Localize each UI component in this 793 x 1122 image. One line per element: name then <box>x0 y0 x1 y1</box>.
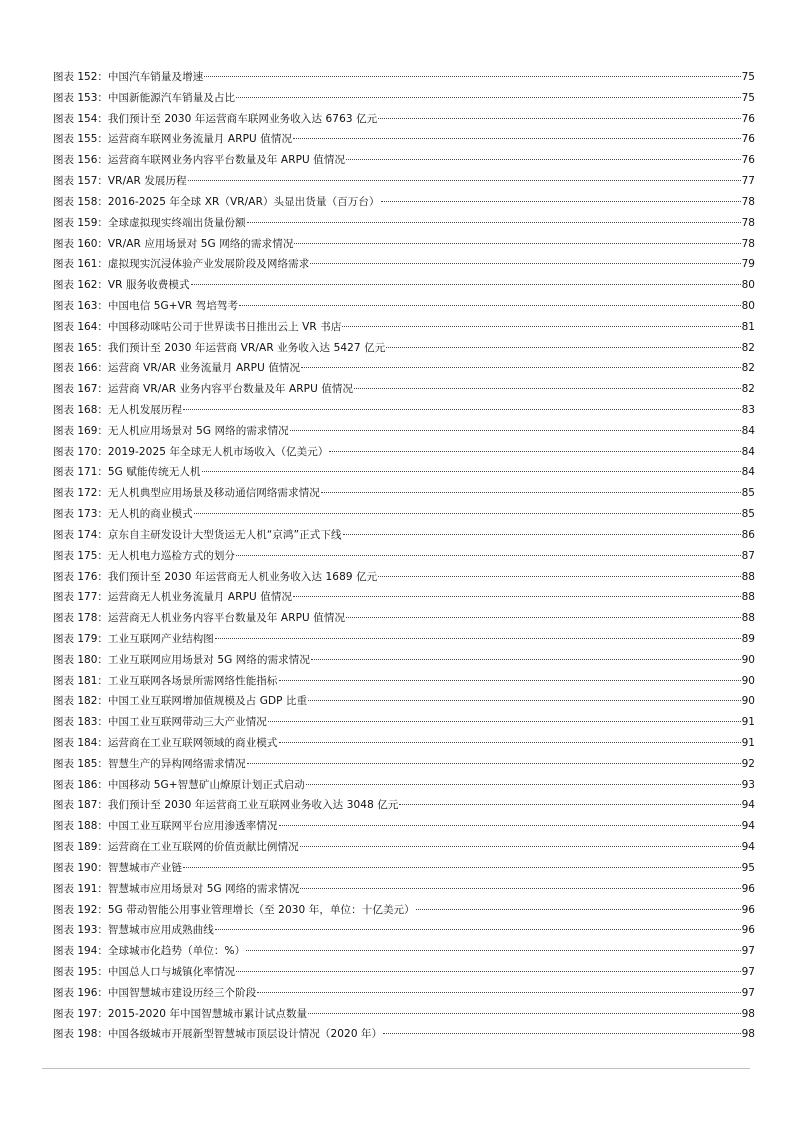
page-number[interactable]: 88 <box>741 612 755 625</box>
page-number[interactable]: 85 <box>741 508 755 521</box>
figure-label: 图表 197 <box>53 1007 98 1020</box>
toc-entry[interactable] <box>53 1024 755 1045</box>
figure-title[interactable]: 2016-2025 年全球 XR（VR/AR）头显出货量（百万台） <box>107 195 380 208</box>
toc-entry[interactable] <box>53 171 755 192</box>
page-number[interactable]: 78 <box>741 237 755 250</box>
figure-title[interactable]: 2019-2025 年全球无人机市场收入（亿美元） <box>107 445 329 458</box>
figure-label: 图表 168 <box>53 404 98 416</box>
label-separator: ： <box>97 279 108 292</box>
label-separator: ： <box>97 195 108 208</box>
label-separator: ： <box>97 799 108 812</box>
figure-label: 图表 171 <box>53 466 98 479</box>
label-separator: ： <box>97 175 108 188</box>
page-number[interactable]: 98 <box>741 1028 755 1041</box>
page-number[interactable]: 81 <box>741 320 755 333</box>
figure-title[interactable]: 工业互联网各场景所需网络性能指标 <box>107 674 278 687</box>
toc-entry[interactable] <box>53 546 755 567</box>
label-separator: ： <box>97 341 108 354</box>
label-separator: ： <box>97 841 108 854</box>
dot-leader <box>247 763 741 764</box>
figure-title[interactable]: 中国移动咪咕公司于世界读书日推出云上 VR 书店 <box>107 320 342 333</box>
page-number[interactable]: 96 <box>741 903 755 916</box>
dot-leader <box>386 347 740 348</box>
figure-label: 图表 194 <box>53 945 98 958</box>
figure-title[interactable]: 智慧城市应用场景对 5G 网络的需求情况 <box>107 882 300 895</box>
dot-leader <box>188 180 741 181</box>
page-number[interactable]: 95 <box>741 861 755 874</box>
dot-leader <box>191 284 741 285</box>
page-number[interactable]: 96 <box>741 924 755 937</box>
figure-title[interactable]: 中国总人口与城镇化率情况 <box>107 965 236 978</box>
dot-leader <box>300 888 740 889</box>
figure-label: 图表 178 <box>53 612 98 625</box>
figure-title[interactable]: 运营商无人机业务流量月 ARPU 值情况 <box>107 591 293 604</box>
dot-leader <box>236 971 741 972</box>
figure-title[interactable]: 中国电信 5G+VR 驾培驾考 <box>107 299 239 312</box>
figure-label: 图表 169 <box>53 424 98 437</box>
label-separator: ： <box>97 591 108 604</box>
label-separator: ： <box>97 362 108 375</box>
toc-entry[interactable] <box>53 900 755 921</box>
label-separator: ： <box>97 528 108 541</box>
toc-entry[interactable] <box>53 941 755 962</box>
figure-title[interactable]: 中国汽车销量及增速 <box>107 71 204 83</box>
toc-entry[interactable] <box>53 754 755 775</box>
label-separator: ： <box>97 112 108 125</box>
toc-entry[interactable] <box>53 879 755 900</box>
figure-title[interactable]: 京东自主研发设计大型货运无人机“京鸿”正式下线 <box>107 528 342 541</box>
dot-leader <box>378 118 740 119</box>
figure-label: 图表 158 <box>53 195 98 208</box>
page-number[interactable]: 91 <box>741 737 755 749</box>
figure-label: 图表 188 <box>53 820 98 833</box>
toc-entry[interactable] <box>53 837 755 858</box>
toc-entry[interactable] <box>53 150 755 171</box>
dot-leader <box>346 617 741 618</box>
figure-title[interactable]: 运营商 VR/AR 业务内容平台数量及年 ARPU 值情况 <box>107 383 354 396</box>
figure-label: 图表 154 <box>53 112 98 125</box>
page-number[interactable]: 75 <box>741 91 755 104</box>
label-separator: ： <box>97 924 108 937</box>
toc-entry[interactable] <box>53 421 755 442</box>
page-number[interactable]: 96 <box>741 882 755 895</box>
toc-entry[interactable] <box>53 920 755 941</box>
toc-entry[interactable] <box>53 983 755 1004</box>
label-separator: ： <box>97 71 108 83</box>
label-separator: ： <box>97 674 108 687</box>
page-number[interactable]: 91 <box>741 716 755 729</box>
label-separator: ： <box>97 882 108 895</box>
figure-label: 图表 195 <box>53 965 98 978</box>
figure-label: 图表 152 <box>53 71 98 83</box>
footer-divider <box>42 1068 750 1069</box>
figure-title[interactable]: 全球虚拟现实终端出货量份额 <box>107 216 246 229</box>
figure-label: 图表 153 <box>53 91 98 104</box>
toc-entry[interactable] <box>53 733 755 754</box>
figure-label: 图表 180 <box>53 653 98 666</box>
toc-entry[interactable] <box>53 338 755 359</box>
label-separator: ： <box>97 299 108 312</box>
dot-leader <box>293 138 741 139</box>
dot-leader <box>236 97 741 98</box>
page-number[interactable]: 77 <box>741 175 755 188</box>
label-separator: ： <box>97 383 108 396</box>
dot-leader <box>246 950 740 951</box>
figure-label: 图表 191 <box>53 882 98 895</box>
figure-label: 图表 187 <box>53 799 98 812</box>
toc-entry[interactable] <box>53 379 755 400</box>
dot-leader <box>321 492 741 493</box>
page-number[interactable]: 88 <box>741 591 755 604</box>
toc-entry[interactable] <box>53 587 755 608</box>
label-separator: ： <box>97 903 108 916</box>
figure-label: 图表 183 <box>53 716 98 729</box>
page-number[interactable]: 94 <box>741 799 755 812</box>
dot-leader <box>279 825 741 826</box>
figure-title[interactable]: 智慧城市产业链 <box>107 861 183 874</box>
label-separator: ： <box>97 570 108 583</box>
dot-leader <box>308 1013 740 1014</box>
label-separator: ： <box>97 757 108 770</box>
toc-entry[interactable] <box>53 567 755 588</box>
figure-label: 图表 182 <box>53 695 98 708</box>
dot-leader <box>301 367 740 368</box>
figure-label: 图表 165 <box>53 341 98 354</box>
figure-title[interactable]: 无人机电力巡检方式的划分 <box>107 549 236 562</box>
figure-label: 图表 174 <box>53 528 98 541</box>
figure-label: 图表 156 <box>53 154 98 167</box>
figure-label: 图表 162 <box>53 279 98 292</box>
page-number[interactable]: 92 <box>741 757 755 770</box>
dot-leader <box>236 555 741 556</box>
figure-label: 图表 179 <box>53 632 98 645</box>
dot-leader <box>294 243 740 244</box>
figure-title[interactable]: 我们预计至 2030 年运营商 VR/AR 业务收入达 5427 亿元 <box>107 341 386 354</box>
figure-title[interactable]: 5G 赋能传统无人机 <box>107 466 201 479</box>
figure-label: 图表 192 <box>53 903 98 916</box>
toc-entry[interactable] <box>53 525 755 546</box>
dot-leader <box>399 804 740 805</box>
toc-entry[interactable] <box>53 67 755 88</box>
figure-title[interactable]: 我们预计至 2030 年运营商车联网业务收入达 6763 亿元 <box>107 112 378 125</box>
figure-title[interactable]: VR/AR 发展历程 <box>107 175 187 188</box>
figure-label: 图表 157 <box>53 175 98 188</box>
dot-leader <box>257 992 740 993</box>
page-number[interactable]: 90 <box>741 695 755 708</box>
figure-title[interactable]: 2015-2020 年中国智慧城市累计试点数量 <box>107 1007 308 1020</box>
dot-leader <box>378 576 740 577</box>
page-number[interactable]: 79 <box>741 258 755 271</box>
figure-label: 图表 160 <box>53 237 98 250</box>
figure-title[interactable]: 运营商在工业互联网领域的商业模式 <box>107 737 278 749</box>
dot-leader <box>290 430 741 431</box>
figure-title[interactable]: 中国智慧城市建设历经三个阶段 <box>107 986 257 999</box>
page-number[interactable]: 82 <box>741 362 755 375</box>
page-number[interactable]: 83 <box>741 404 755 416</box>
label-separator: ： <box>97 861 108 874</box>
figure-title[interactable]: 中国移动 5G+智慧矿山燎原计划正式启动 <box>107 778 305 791</box>
label-separator: ： <box>97 632 108 645</box>
toc-entry[interactable] <box>53 213 755 234</box>
toc-entry[interactable] <box>53 650 755 671</box>
dot-leader <box>383 1033 740 1034</box>
label-separator: ： <box>97 154 108 167</box>
page-number[interactable]: 90 <box>741 653 755 666</box>
dot-leader <box>202 471 741 472</box>
dot-leader <box>247 222 741 223</box>
page-number[interactable]: 97 <box>741 965 755 978</box>
dot-leader <box>381 201 741 202</box>
label-separator: ： <box>97 487 108 500</box>
figure-title[interactable]: 工业互联网产业结构图 <box>107 632 214 645</box>
dot-leader <box>279 680 741 681</box>
label-separator: ： <box>97 778 108 791</box>
dot-leader <box>215 638 741 639</box>
toc-entry[interactable] <box>53 88 755 109</box>
toc-entry[interactable] <box>53 296 755 317</box>
toc-entry[interactable] <box>53 442 755 463</box>
toc-entry[interactable] <box>53 691 755 712</box>
figure-label: 图表 196 <box>53 986 98 999</box>
page-number[interactable]: 94 <box>741 841 755 854</box>
page-number[interactable]: 80 <box>741 299 755 312</box>
toc-entry[interactable] <box>53 1004 755 1025</box>
toc-entry[interactable] <box>53 192 755 213</box>
figure-label: 图表 177 <box>53 591 98 604</box>
page-number[interactable]: 97 <box>741 986 755 999</box>
label-separator: ： <box>97 404 108 416</box>
page-number[interactable]: 75 <box>741 71 755 83</box>
toc-entry[interactable] <box>53 504 755 525</box>
page-number[interactable]: 97 <box>741 945 755 958</box>
label-separator: ： <box>97 820 108 833</box>
label-separator: ： <box>97 508 108 521</box>
figure-label: 图表 170 <box>53 445 98 458</box>
label-separator: ： <box>97 1028 108 1041</box>
toc-entry[interactable] <box>53 608 755 629</box>
label-separator: ： <box>97 133 108 146</box>
dot-leader <box>183 867 741 868</box>
figure-title[interactable]: 智慧城市应用成熟曲线 <box>107 924 214 937</box>
figure-title[interactable]: 运营商在工业互联网的价值贡献比例情况 <box>107 841 299 854</box>
figure-label: 图表 161 <box>53 258 98 271</box>
toc-entry[interactable] <box>53 775 755 796</box>
figure-title[interactable]: 中国新能源汽车销量及占比 <box>107 91 236 104</box>
figure-title[interactable]: 中国工业互联网平台应用渗透率情况 <box>107 820 278 833</box>
label-separator: ： <box>97 695 108 708</box>
figure-label: 图表 172 <box>53 487 98 500</box>
toc-entry[interactable] <box>53 671 755 692</box>
figure-title[interactable]: 全球城市化趋势（单位：%） <box>107 945 246 958</box>
figure-title[interactable]: 智慧生产的异构网络需求情况 <box>107 757 246 770</box>
label-separator: ： <box>97 1007 108 1020</box>
figure-title[interactable]: 中国工业互联网带动三大产业情况 <box>107 716 267 729</box>
page-number[interactable]: 89 <box>741 632 755 645</box>
toc-entry[interactable] <box>53 109 755 130</box>
dot-leader <box>239 305 740 306</box>
toc-entry[interactable] <box>53 275 755 296</box>
label-separator: ： <box>97 965 108 978</box>
dot-leader <box>342 326 740 327</box>
dot-leader <box>306 784 741 785</box>
label-separator: ： <box>97 653 108 666</box>
dot-leader <box>215 929 741 930</box>
dot-leader <box>310 263 740 264</box>
label-separator: ： <box>97 986 108 999</box>
figure-label: 图表 163 <box>53 299 98 312</box>
page-number[interactable]: 82 <box>741 383 755 396</box>
figure-title[interactable]: 我们预计至 2030 年运营商无人机业务收入达 1689 亿元 <box>107 570 378 583</box>
dot-leader <box>354 388 740 389</box>
page-number[interactable]: 85 <box>741 487 755 500</box>
dot-leader <box>194 513 741 514</box>
figure-title[interactable]: 运营商无人机业务内容平台数量及年 ARPU 值情况 <box>107 612 346 625</box>
figure-label: 图表 184 <box>53 737 98 749</box>
figure-title[interactable]: 无人机应用场景对 5G 网络的需求情况 <box>107 424 289 437</box>
dot-leader <box>279 742 741 743</box>
figure-label: 图表 166 <box>53 362 98 375</box>
label-separator: ： <box>97 445 108 458</box>
label-separator: ： <box>97 91 108 104</box>
table-of-figures <box>53 67 755 1045</box>
page-number[interactable]: 88 <box>741 570 755 583</box>
label-separator: ： <box>97 549 108 562</box>
figure-title[interactable]: 无人机典型应用场景及移动通信网络需求情况 <box>107 487 320 500</box>
dot-leader <box>268 721 741 722</box>
toc-entry[interactable] <box>53 712 755 733</box>
figure-label: 图表 164 <box>53 320 98 333</box>
toc-entry[interactable] <box>53 317 755 338</box>
label-separator: ： <box>97 737 108 749</box>
figure-title[interactable]: 中国工业互联网增加值规模及占 GDP 比重 <box>107 695 308 708</box>
dot-leader <box>346 159 741 160</box>
figure-label: 图表 173 <box>53 508 98 521</box>
toc-entry[interactable] <box>53 483 755 504</box>
label-separator: ： <box>97 466 108 479</box>
figure-title[interactable]: VR/AR 应用场景对 5G 网络的需求情况 <box>107 237 294 250</box>
dot-leader <box>183 409 741 410</box>
figure-label: 图表 193 <box>53 924 98 937</box>
figure-label: 图表 167 <box>53 383 98 396</box>
dot-leader <box>343 534 741 535</box>
page-number[interactable]: 76 <box>741 154 755 167</box>
figure-label: 图表 185 <box>53 757 98 770</box>
figure-label: 图表 159 <box>53 216 98 229</box>
page-number[interactable]: 76 <box>741 112 755 125</box>
figure-title[interactable]: VR 服务收费模式 <box>107 279 190 292</box>
figure-label: 图表 181 <box>53 674 98 687</box>
page-number[interactable]: 84 <box>741 445 755 458</box>
figure-title[interactable]: 虚拟现实沉浸体验产业发展阶段及网络需求 <box>107 258 310 271</box>
page-number[interactable]: 84 <box>741 424 755 437</box>
page-number[interactable]: 90 <box>741 674 755 687</box>
figure-label: 图表 186 <box>53 778 98 791</box>
page-number[interactable]: 78 <box>741 195 755 208</box>
page-number[interactable]: 86 <box>741 528 755 541</box>
toc-entry[interactable] <box>53 962 755 983</box>
dot-leader <box>293 596 741 597</box>
label-separator: ： <box>97 237 108 250</box>
toc-entry[interactable] <box>53 254 755 275</box>
figure-title[interactable]: 工业互联网应用场景对 5G 网络的需求情况 <box>107 653 310 666</box>
dot-leader <box>311 659 741 660</box>
toc-entry[interactable] <box>53 129 755 150</box>
figure-label: 图表 155 <box>53 133 98 146</box>
toc-entry[interactable] <box>53 858 755 879</box>
toc-entry[interactable] <box>53 358 755 379</box>
figure-label: 图表 176 <box>53 570 98 583</box>
page-number[interactable]: 76 <box>741 133 755 146</box>
figure-label: 图表 198 <box>53 1028 98 1041</box>
dot-leader <box>300 846 741 847</box>
toc-entry[interactable] <box>53 795 755 816</box>
label-separator: ： <box>97 424 108 437</box>
toc-entry[interactable] <box>53 816 755 837</box>
dot-leader <box>204 76 740 77</box>
label-separator: ： <box>97 716 108 729</box>
figure-title[interactable]: 运营商 VR/AR 业务流量月 ARPU 值情况 <box>107 362 301 375</box>
figure-title[interactable]: 无人机发展历程 <box>107 404 183 416</box>
figure-title[interactable]: 5G 带动智能公用事业管理增长（至 2030 年，单位：十亿美元） <box>107 903 415 916</box>
label-separator: ： <box>97 612 108 625</box>
page-number[interactable]: 84 <box>741 466 755 479</box>
page-number[interactable]: 94 <box>741 820 755 833</box>
figure-label: 图表 175 <box>53 549 98 562</box>
toc-entry[interactable] <box>53 400 755 421</box>
toc-entry[interactable] <box>53 629 755 650</box>
figure-label: 图表 190 <box>53 861 98 874</box>
page-number[interactable]: 93 <box>741 778 755 791</box>
toc-entry[interactable] <box>53 234 755 255</box>
label-separator: ： <box>97 945 108 958</box>
label-separator: ： <box>97 258 108 271</box>
figure-title[interactable]: 中国各级城市开展新型智慧城市顶层设计情况（2020 年） <box>107 1028 383 1041</box>
figure-title[interactable]: 运营商车联网业务内容平台数量及年 ARPU 值情况 <box>107 154 346 167</box>
label-separator: ： <box>97 216 108 229</box>
figure-title[interactable]: 我们预计至 2030 年运营商工业互联网业务收入达 3048 亿元 <box>107 799 399 812</box>
page-number[interactable]: 82 <box>741 341 755 354</box>
page-number[interactable]: 78 <box>741 216 755 229</box>
label-separator: ： <box>97 320 108 333</box>
page-number[interactable]: 98 <box>741 1007 755 1020</box>
figure-label: 图表 189 <box>53 841 98 854</box>
dot-leader <box>329 451 740 452</box>
toc-entry[interactable] <box>53 462 755 483</box>
page-number[interactable]: 87 <box>741 549 755 562</box>
dot-leader <box>308 700 740 701</box>
figure-title[interactable]: 无人机的商业模式 <box>107 508 193 521</box>
figure-title[interactable]: 运营商车联网业务流量月 ARPU 值情况 <box>107 133 293 146</box>
dot-leader <box>416 909 741 910</box>
page-number[interactable]: 80 <box>741 279 755 292</box>
